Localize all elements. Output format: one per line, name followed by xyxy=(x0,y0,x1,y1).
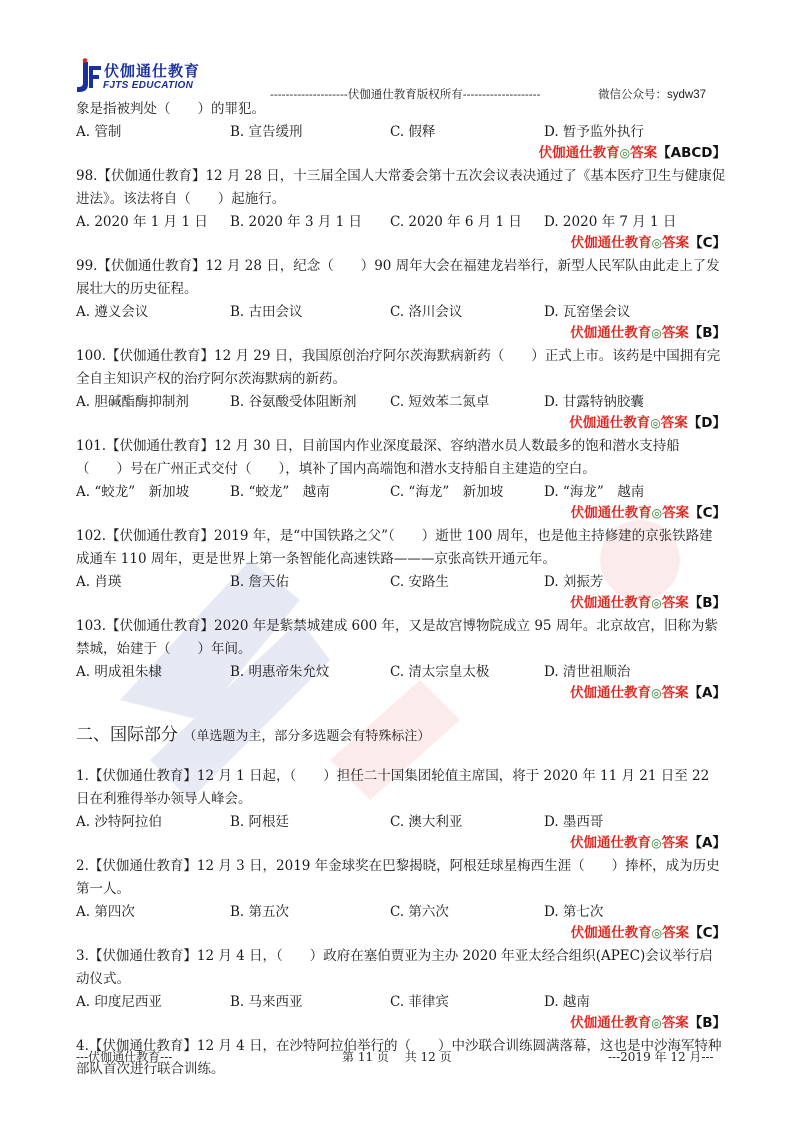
option-c: C. “海龙” 新加坡 xyxy=(390,484,504,500)
answer-key: ABCD xyxy=(670,145,713,161)
option-b: B. “蛟龙” 越南 xyxy=(230,484,330,500)
option-row xyxy=(76,992,726,1013)
option-a: A. 2020 年 1 月 1 日 xyxy=(76,214,208,230)
question-text: 100.【伏伽通仕教育】12 月 29 日，我国原创治疗阿尔茨海默病新药（ ）正式上市。该药是中国拥有完全自主知识产权的治疗阿尔茨海默病的新药。 xyxy=(76,348,721,387)
option-b: B. 谷氨酸受体阻断剂 xyxy=(230,394,357,410)
answer-line: 伏伽通仕教育◎答案【B】 xyxy=(570,1015,726,1031)
answer-label: 答案 xyxy=(630,145,658,161)
answer-key: B xyxy=(702,1015,713,1031)
question-text: 101.【伏伽通仕教育】12 月 30 日，目前国内作业深度最深、容纳潜水员人数最多的饱和潜水支持船（ ）号在广州正式交付（ ），填补了国内高端饱和潜水支持船自主建造的空白。 xyxy=(76,438,680,477)
option-d: D. 清世祖顺治 xyxy=(544,664,631,680)
option-a: A. 明成祖朱棣 xyxy=(76,664,162,680)
answer-line: 伏伽通仕教育◎答案【A】 xyxy=(570,835,726,851)
option-a: A. 胆碱酯酶抑制剂 xyxy=(76,394,189,410)
option-b: B. 宣告缓刑 xyxy=(230,124,303,140)
answer-key: A xyxy=(702,685,713,701)
question-text: 102.【伏伽通仕教育】2019 年，是“中国铁路之父”（ ）逝世 100 周年，也是他主持修建的京张铁路建成通车 110 周年，更是世界上第一条智能化高速铁路———京张高铁开通元年。 xyxy=(76,528,713,567)
page-number: 第 11 页 共 12 页 xyxy=(342,1050,452,1064)
section-heading xyxy=(76,723,726,749)
footer-brand: ---伏伽通仕教育--- xyxy=(76,1050,173,1064)
question-block xyxy=(76,345,726,433)
answer-brand: 伏伽通仕教育 xyxy=(570,505,652,521)
option-b: B. 詹天佑 xyxy=(230,574,290,590)
option-row xyxy=(76,482,726,503)
answer-label: 答案 xyxy=(661,1015,689,1031)
answer-line: 伏伽通仕教育◎答案【C】 xyxy=(570,505,726,521)
answer-mark-icon: ◎ xyxy=(651,686,662,700)
option-d: D. 瓦窑堡会议 xyxy=(544,304,631,320)
option-a: A. 沙特阿拉伯 xyxy=(76,814,162,830)
option-row xyxy=(76,392,726,413)
answer-mark-icon: ◎ xyxy=(650,416,661,430)
answer-brand: 伏伽通仕教育 xyxy=(570,595,652,611)
option-d: D. 2020 年 7 月 1 日 xyxy=(544,214,677,230)
section-subtitle: （单选题为主，部分多选题会有特殊标注） xyxy=(183,729,431,744)
option-d: D. 刘振芳 xyxy=(544,574,604,590)
question-block xyxy=(76,615,726,703)
question-block xyxy=(76,855,726,943)
option-row xyxy=(76,302,726,323)
option-row xyxy=(76,812,726,833)
answer-key: C xyxy=(702,235,713,251)
answer-mark-icon: ◎ xyxy=(651,1016,662,1030)
answer-line: 伏伽通仕教育◎答案【A】 xyxy=(570,685,726,701)
answer-mark-icon: ◎ xyxy=(651,836,662,850)
question-block xyxy=(76,255,726,343)
answer-brand: 伏伽通仕教育 xyxy=(570,685,652,701)
answer-label: 答案 xyxy=(661,595,689,611)
option-row xyxy=(76,572,726,593)
option-b: B. 明惠帝朱允炆 xyxy=(230,664,330,680)
question-text: 2.【伏伽通仕教育】12 月 3 日，2019 年金球奖在巴黎揭晓，阿根廷球星梅西生涯（ ）捧杯，成为历史第一人。 xyxy=(76,858,720,897)
option-a: A. 管制 xyxy=(76,124,122,140)
option-c: C. 第六次 xyxy=(390,904,449,920)
option-c: C. 清太宗皇太极 xyxy=(390,664,490,680)
answer-mark-icon: ◎ xyxy=(651,596,662,610)
answer-key: B xyxy=(702,325,713,341)
answer-mark-icon: ◎ xyxy=(651,506,663,520)
option-row xyxy=(76,212,726,233)
option-row xyxy=(76,662,726,683)
answer-key: B xyxy=(702,595,713,611)
answer-key: A xyxy=(702,835,713,851)
question-block xyxy=(76,945,726,1033)
answer-label: 答案 xyxy=(662,925,690,941)
option-a: A. 第四次 xyxy=(76,904,135,920)
answer-mark-icon: ◎ xyxy=(651,926,663,940)
answer-label: 答案 xyxy=(662,505,690,521)
question-text: 象是指被判处（ ）的罪犯。 xyxy=(76,101,265,117)
option-d: D. 越南 xyxy=(544,994,590,1010)
answer-line: 伏伽通仕教育◎答案【C】 xyxy=(570,925,726,941)
question-block xyxy=(76,765,726,853)
answer-label: 答案 xyxy=(661,325,689,341)
answer-brand: 伏伽通仕教育 xyxy=(570,325,652,341)
option-b: B. 古田会议 xyxy=(230,304,303,320)
question-text: 4.【伏伽通仕教育】12 月 4 日，在沙特阿拉伯举行的（ ）中沙联合训练圆满落幕，这也是中沙海军特种部队首次进行联合训练。 xyxy=(76,1038,722,1077)
brand-name: 伏伽通仕教育 xyxy=(104,62,201,80)
question-text: 103.【伏伽通仕教育】2020 年是紫禁城建成 600 年，又是故宫博物院成立 95 周年。北京故宫，旧称为紫禁城，始建于（ ）年间。 xyxy=(76,618,718,657)
answer-mark-icon: ◎ xyxy=(651,236,663,250)
answer-brand: 伏伽通仕教育 xyxy=(570,925,652,941)
question-list xyxy=(76,98,726,1081)
answer-brand: 伏伽通仕教育 xyxy=(570,1015,652,1031)
brand-name-en: FJTS EDUCATION xyxy=(103,80,194,91)
option-c: C. 澳大利亚 xyxy=(390,814,463,830)
answer-brand: 伏伽通仕教育 xyxy=(569,415,651,431)
option-c: C. 短效苯二氮卓 xyxy=(390,394,490,410)
option-row xyxy=(76,122,726,143)
question-text: 1.【伏伽通仕教育】12 月 1 日起，（ ）担任二十国集团轮值主席国，将于 2020 年 11 月 21 日至 22 日在利雅得举办领导人峰会。 xyxy=(76,768,710,807)
answer-line: 伏伽通仕教育◎答案【ABCD】 xyxy=(538,145,726,161)
answer-key: C xyxy=(702,925,713,941)
answer-line: 伏伽通仕教育◎答案【B】 xyxy=(570,325,726,341)
answer-key: C xyxy=(702,505,713,521)
option-c: C. 2020 年 6 月 1 日 xyxy=(390,214,522,230)
question-text: 99.【伏伽通仕教育】12 月 28 日，纪念（ ）90 周年大会在福建龙岩举行，新型人民军队由此走上了发展壮大的历史征程。 xyxy=(76,258,720,297)
question-block xyxy=(76,98,726,163)
option-d: D. 墨西哥 xyxy=(544,814,604,830)
option-a: A. 肖瑛 xyxy=(76,574,122,590)
option-c: C. 安路生 xyxy=(390,574,449,590)
answer-line: 伏伽通仕教育◎答案【B】 xyxy=(570,595,726,611)
answer-mark-icon: ◎ xyxy=(651,326,662,340)
option-c: C. 假释 xyxy=(390,124,436,140)
answer-label: 答案 xyxy=(660,415,688,431)
question-text: 98.【伏伽通仕教育】12 月 28 日，十三届全国人大常委会第十五次会议表决通过了《基本医疗卫生与健康促进法》。该法将自（ ）起施行。 xyxy=(76,168,726,207)
answer-label: 答案 xyxy=(662,235,690,251)
option-d: D. 第七次 xyxy=(544,904,604,920)
answer-label: 答案 xyxy=(661,685,689,701)
page-header xyxy=(0,0,800,100)
option-b: B. 马来西亚 xyxy=(230,994,303,1010)
wechat-account: 微信公众号：sydw37 xyxy=(598,89,706,101)
footer-date: ---2019 年 12 月--- xyxy=(608,1050,714,1064)
option-a: A. 印度尼西亚 xyxy=(76,994,162,1010)
option-d: D. 甘露特钠胶囊 xyxy=(544,394,644,410)
answer-brand: 伏伽通仕教育 xyxy=(570,235,652,251)
question-block xyxy=(76,435,726,523)
option-a: A. 遵义会议 xyxy=(76,304,149,320)
option-c: C. 洛川会议 xyxy=(390,304,463,320)
option-a: A. “蛟龙” 新加坡 xyxy=(76,484,190,500)
copyright-line: --------------------伏伽通仕教育版权所有-------------------- xyxy=(270,87,541,101)
answer-label: 答案 xyxy=(661,835,689,851)
question-block xyxy=(76,165,726,253)
option-d: D. “海龙” 越南 xyxy=(544,484,645,500)
answer-key: D xyxy=(701,415,713,431)
question-block xyxy=(76,525,726,613)
brand-logo-icon xyxy=(74,58,102,94)
option-b: B. 阿根廷 xyxy=(230,814,290,830)
answer-line: 伏伽通仕教育◎答案【C】 xyxy=(570,235,726,251)
option-c: C. 菲律宾 xyxy=(390,994,449,1010)
answer-mark-icon: ◎ xyxy=(619,146,631,160)
option-b: B. 第五次 xyxy=(230,904,290,920)
answer-brand: 伏伽通仕教育 xyxy=(538,145,620,161)
option-row xyxy=(76,902,726,923)
question-text: 3.【伏伽通仕教育】12 月 4 日，（ ）政府在塞伯贾亚为主办 2020 年亚太经合组织(APEC)会议举行启动仪式。 xyxy=(76,948,713,987)
section-title: 二、国际部分 xyxy=(76,725,178,745)
option-d: D. 暂予监外执行 xyxy=(544,124,644,140)
option-b: B. 2020 年 3 月 1 日 xyxy=(230,214,362,230)
answer-brand: 伏伽通仕教育 xyxy=(570,835,652,851)
answer-line: 伏伽通仕教育◎答案【D】 xyxy=(569,415,726,431)
